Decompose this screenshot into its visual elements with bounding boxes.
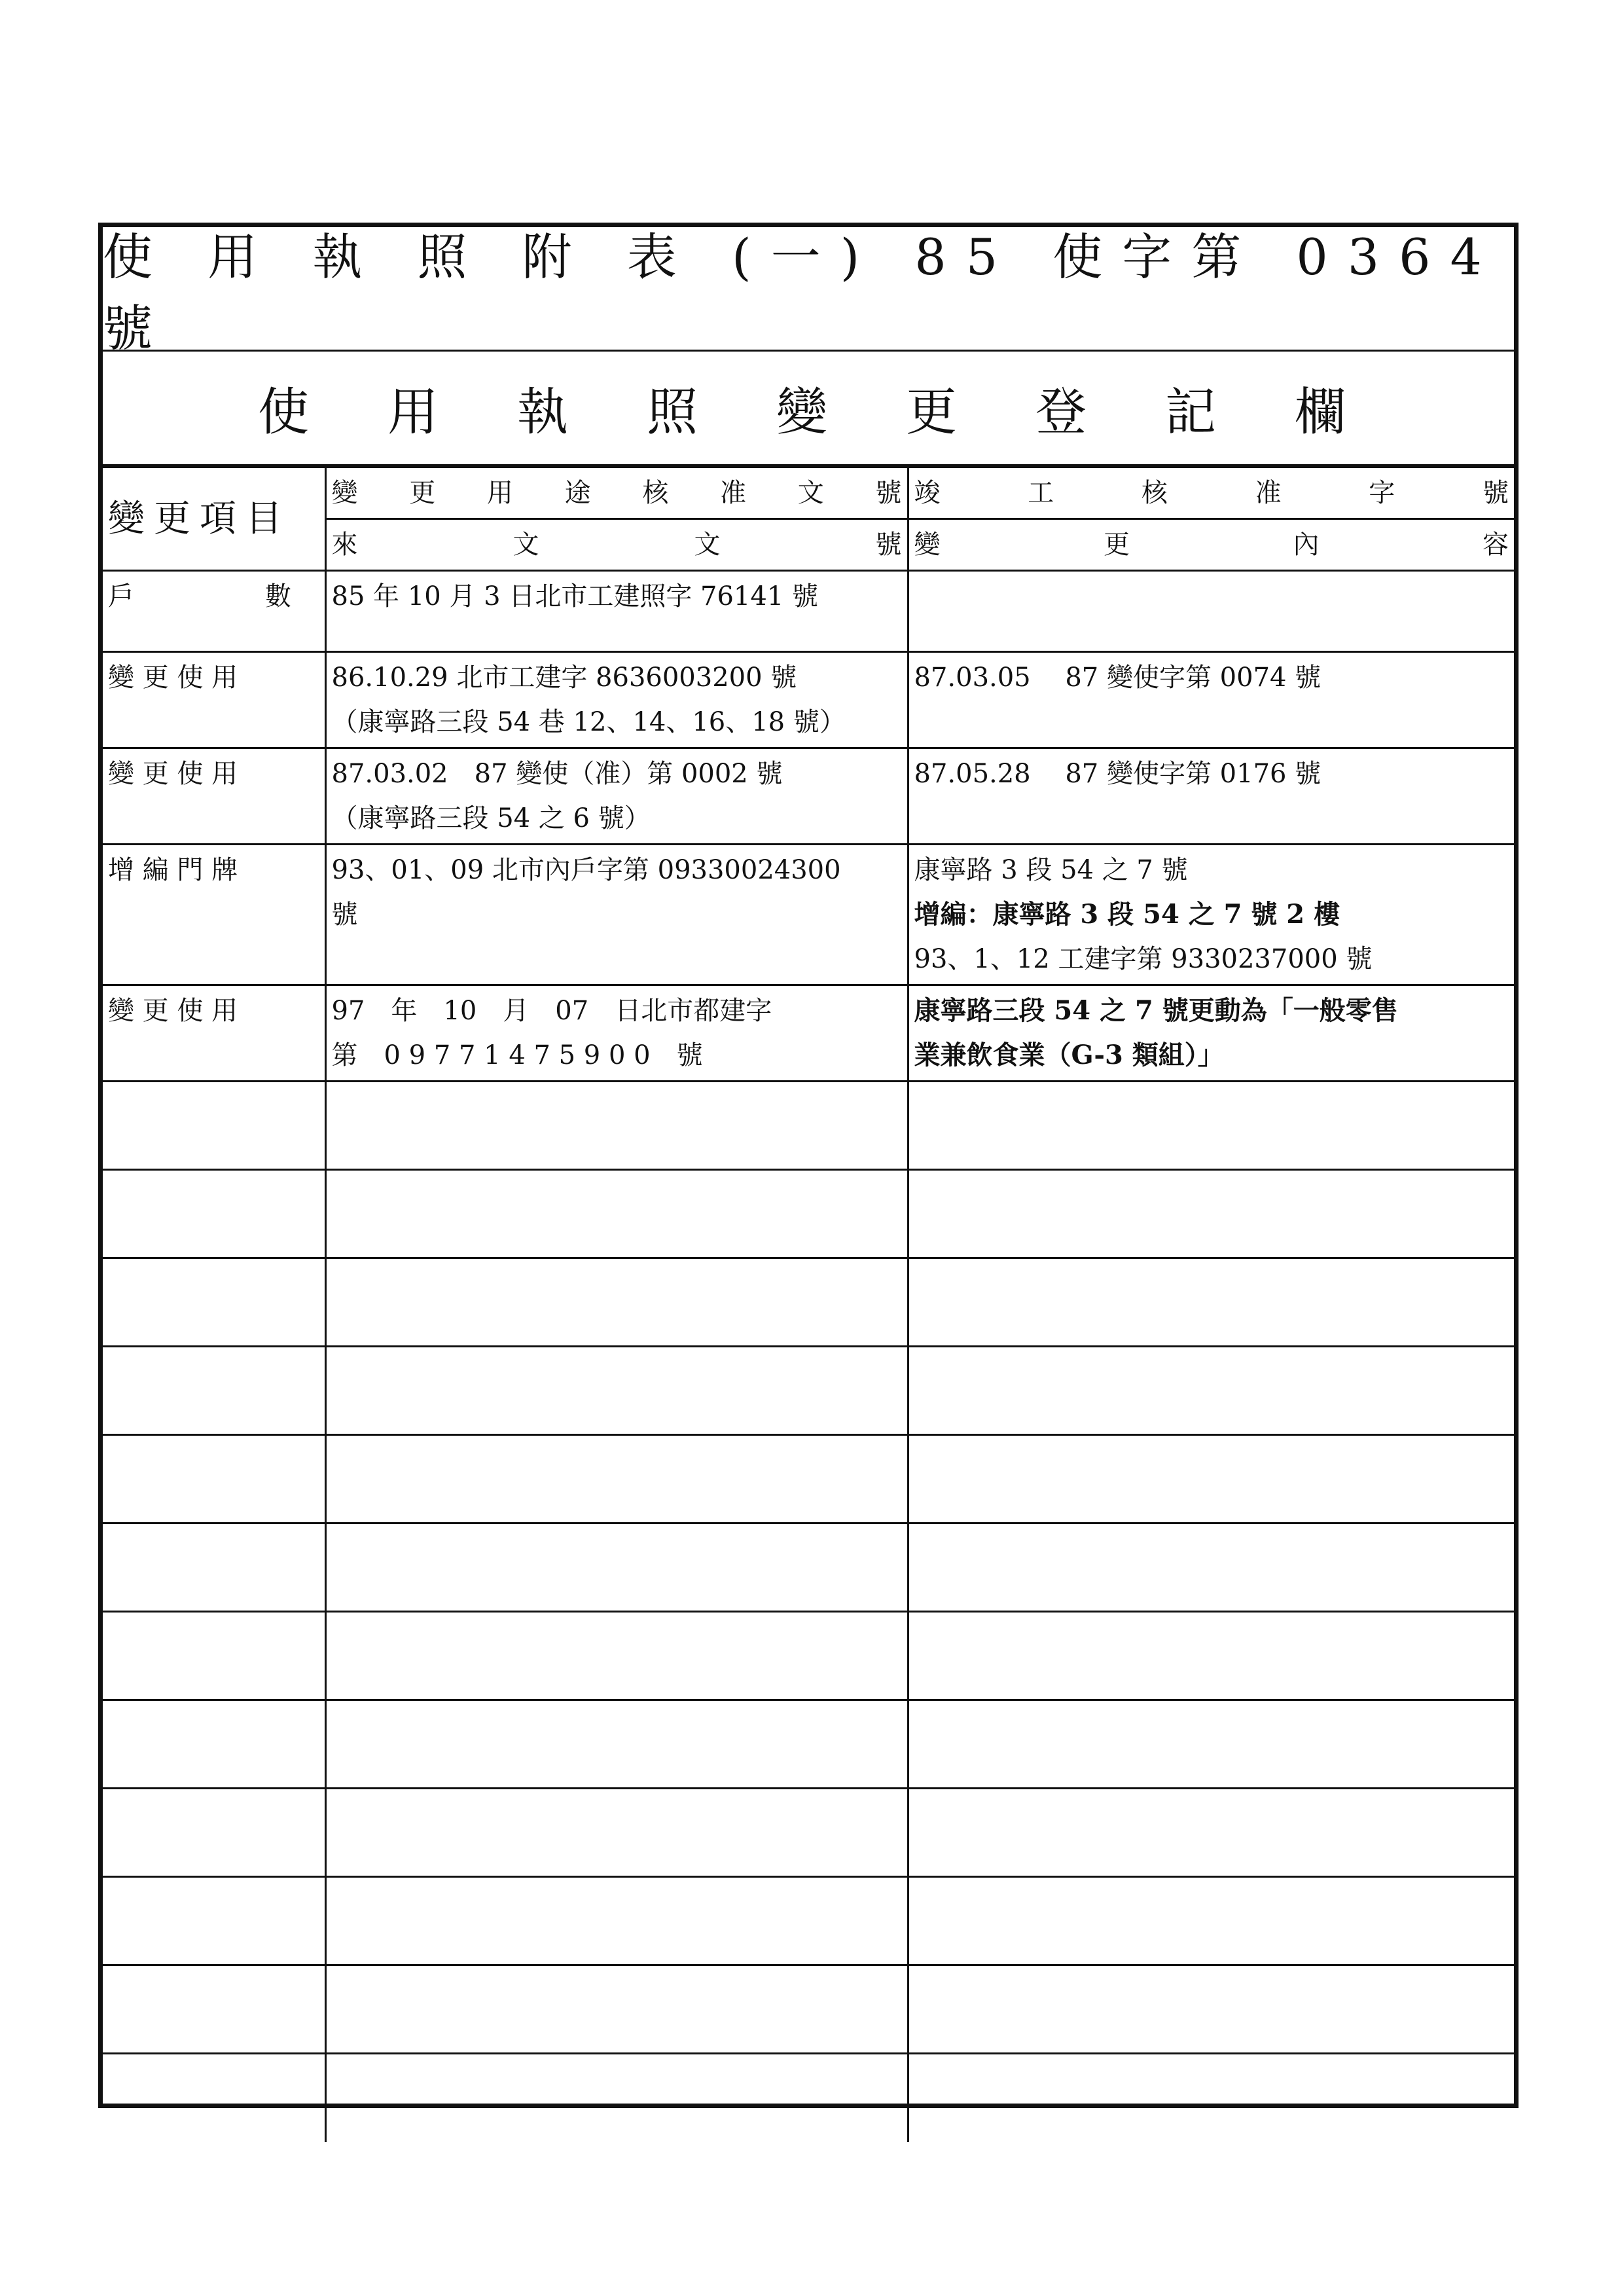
header-char: 途 <box>564 478 591 508</box>
empty-row <box>103 1258 1514 1347</box>
header-col1-top <box>325 467 908 519</box>
row-document-number: 86.10.29 北市工建字 8636003200 號 （康寧路三段 54 巷 12、14、16、18 號） <box>325 652 908 748</box>
header-col1-bottom <box>325 519 908 571</box>
header-char: 容 <box>1483 530 1509 560</box>
row-change-content: 康寧路三段 54 之 7 號更動為「一般零售 業兼飲食業（G-3 類組）」 <box>908 985 1514 1082</box>
change-registration-table <box>103 466 1514 2142</box>
header-char: 用 <box>486 478 513 508</box>
row-change-content: 87.05.28 87 變使字第 0176 號 <box>908 748 1514 845</box>
header-char: 文 <box>694 530 721 560</box>
row-item: 變 更 使 用 <box>103 652 325 748</box>
row-change-content: 康寧路 3 段 54 之 7 號 增編：康寧路 3 段 54 之 7 號 2 樓 93、1、12 工建字第 9330237000 號 <box>908 845 1514 985</box>
header-char: 核 <box>1141 478 1168 508</box>
empty-row <box>103 1347 1514 1435</box>
row-document-number: 93、01、09 北市內戶字第 09330024300 號 <box>325 845 908 985</box>
form-title: 使 用 執 照 附 表 (一) 85 使字第 0364 號 <box>103 227 1514 352</box>
row-item: 變 更 使 用 <box>103 748 325 845</box>
empty-row <box>103 1435 1514 1523</box>
header-char: 准 <box>720 478 747 508</box>
row-item: 戶 數 <box>103 571 325 652</box>
empty-row <box>103 1170 1514 1258</box>
header-char: 變 <box>914 530 941 560</box>
empty-row <box>103 1700 1514 1789</box>
row-change-content <box>908 571 1514 652</box>
header-char: 更 <box>1104 530 1130 560</box>
empty-row <box>103 1789 1514 1877</box>
header-char: 內 <box>1293 530 1320 560</box>
empty-row <box>103 1877 1514 1965</box>
empty-row <box>103 1612 1514 1700</box>
row-change-content: 87.03.05 87 變使字第 0074 號 <box>908 652 1514 748</box>
empty-row <box>103 2054 1514 2142</box>
header-char: 更 <box>409 478 436 508</box>
header-char: 工 <box>1028 478 1054 508</box>
table-row <box>103 652 1514 748</box>
header-col2-top <box>908 467 1514 519</box>
row-item: 增 編 門 牌 <box>103 845 325 985</box>
header-char: 號 <box>875 478 902 508</box>
empty-row <box>103 1965 1514 2054</box>
header-char: 核 <box>642 478 669 508</box>
header-char: 號 <box>875 530 902 560</box>
header-char: 變 <box>331 478 358 508</box>
header-char: 文 <box>512 530 539 560</box>
header-char: 文 <box>797 478 824 508</box>
header-change-item: 變更項目 <box>103 467 325 571</box>
table-row <box>103 845 1514 985</box>
table-row <box>103 748 1514 845</box>
table-row <box>103 571 1514 652</box>
row-item: 變 更 使 用 <box>103 985 325 1082</box>
usage-license-form <box>98 223 1519 2108</box>
header-char: 准 <box>1255 478 1282 508</box>
table-row <box>103 985 1514 1082</box>
header-char: 竣 <box>914 478 941 508</box>
empty-row <box>103 1082 1514 1170</box>
header-char: 號 <box>1482 478 1509 508</box>
empty-row <box>103 1523 1514 1612</box>
row-document-number: 97 年 10 月 07 日北市都建字 第 0 9 7 7 1 4 7 5 9 0 0 號 <box>325 985 908 1082</box>
header-char: 字 <box>1369 478 1395 508</box>
header-char: 來 <box>331 530 358 560</box>
header-col2-bottom <box>908 519 1514 571</box>
row-document-number: 85 年 10 月 3 日北市工建照字 76141 號 <box>325 571 908 652</box>
form-subtitle: 使用執照變更登記欄 <box>103 352 1514 466</box>
row-document-number: 87.03.02 87 變使（准）第 0002 號 （康寧路三段 54 之 6 號） <box>325 748 908 845</box>
